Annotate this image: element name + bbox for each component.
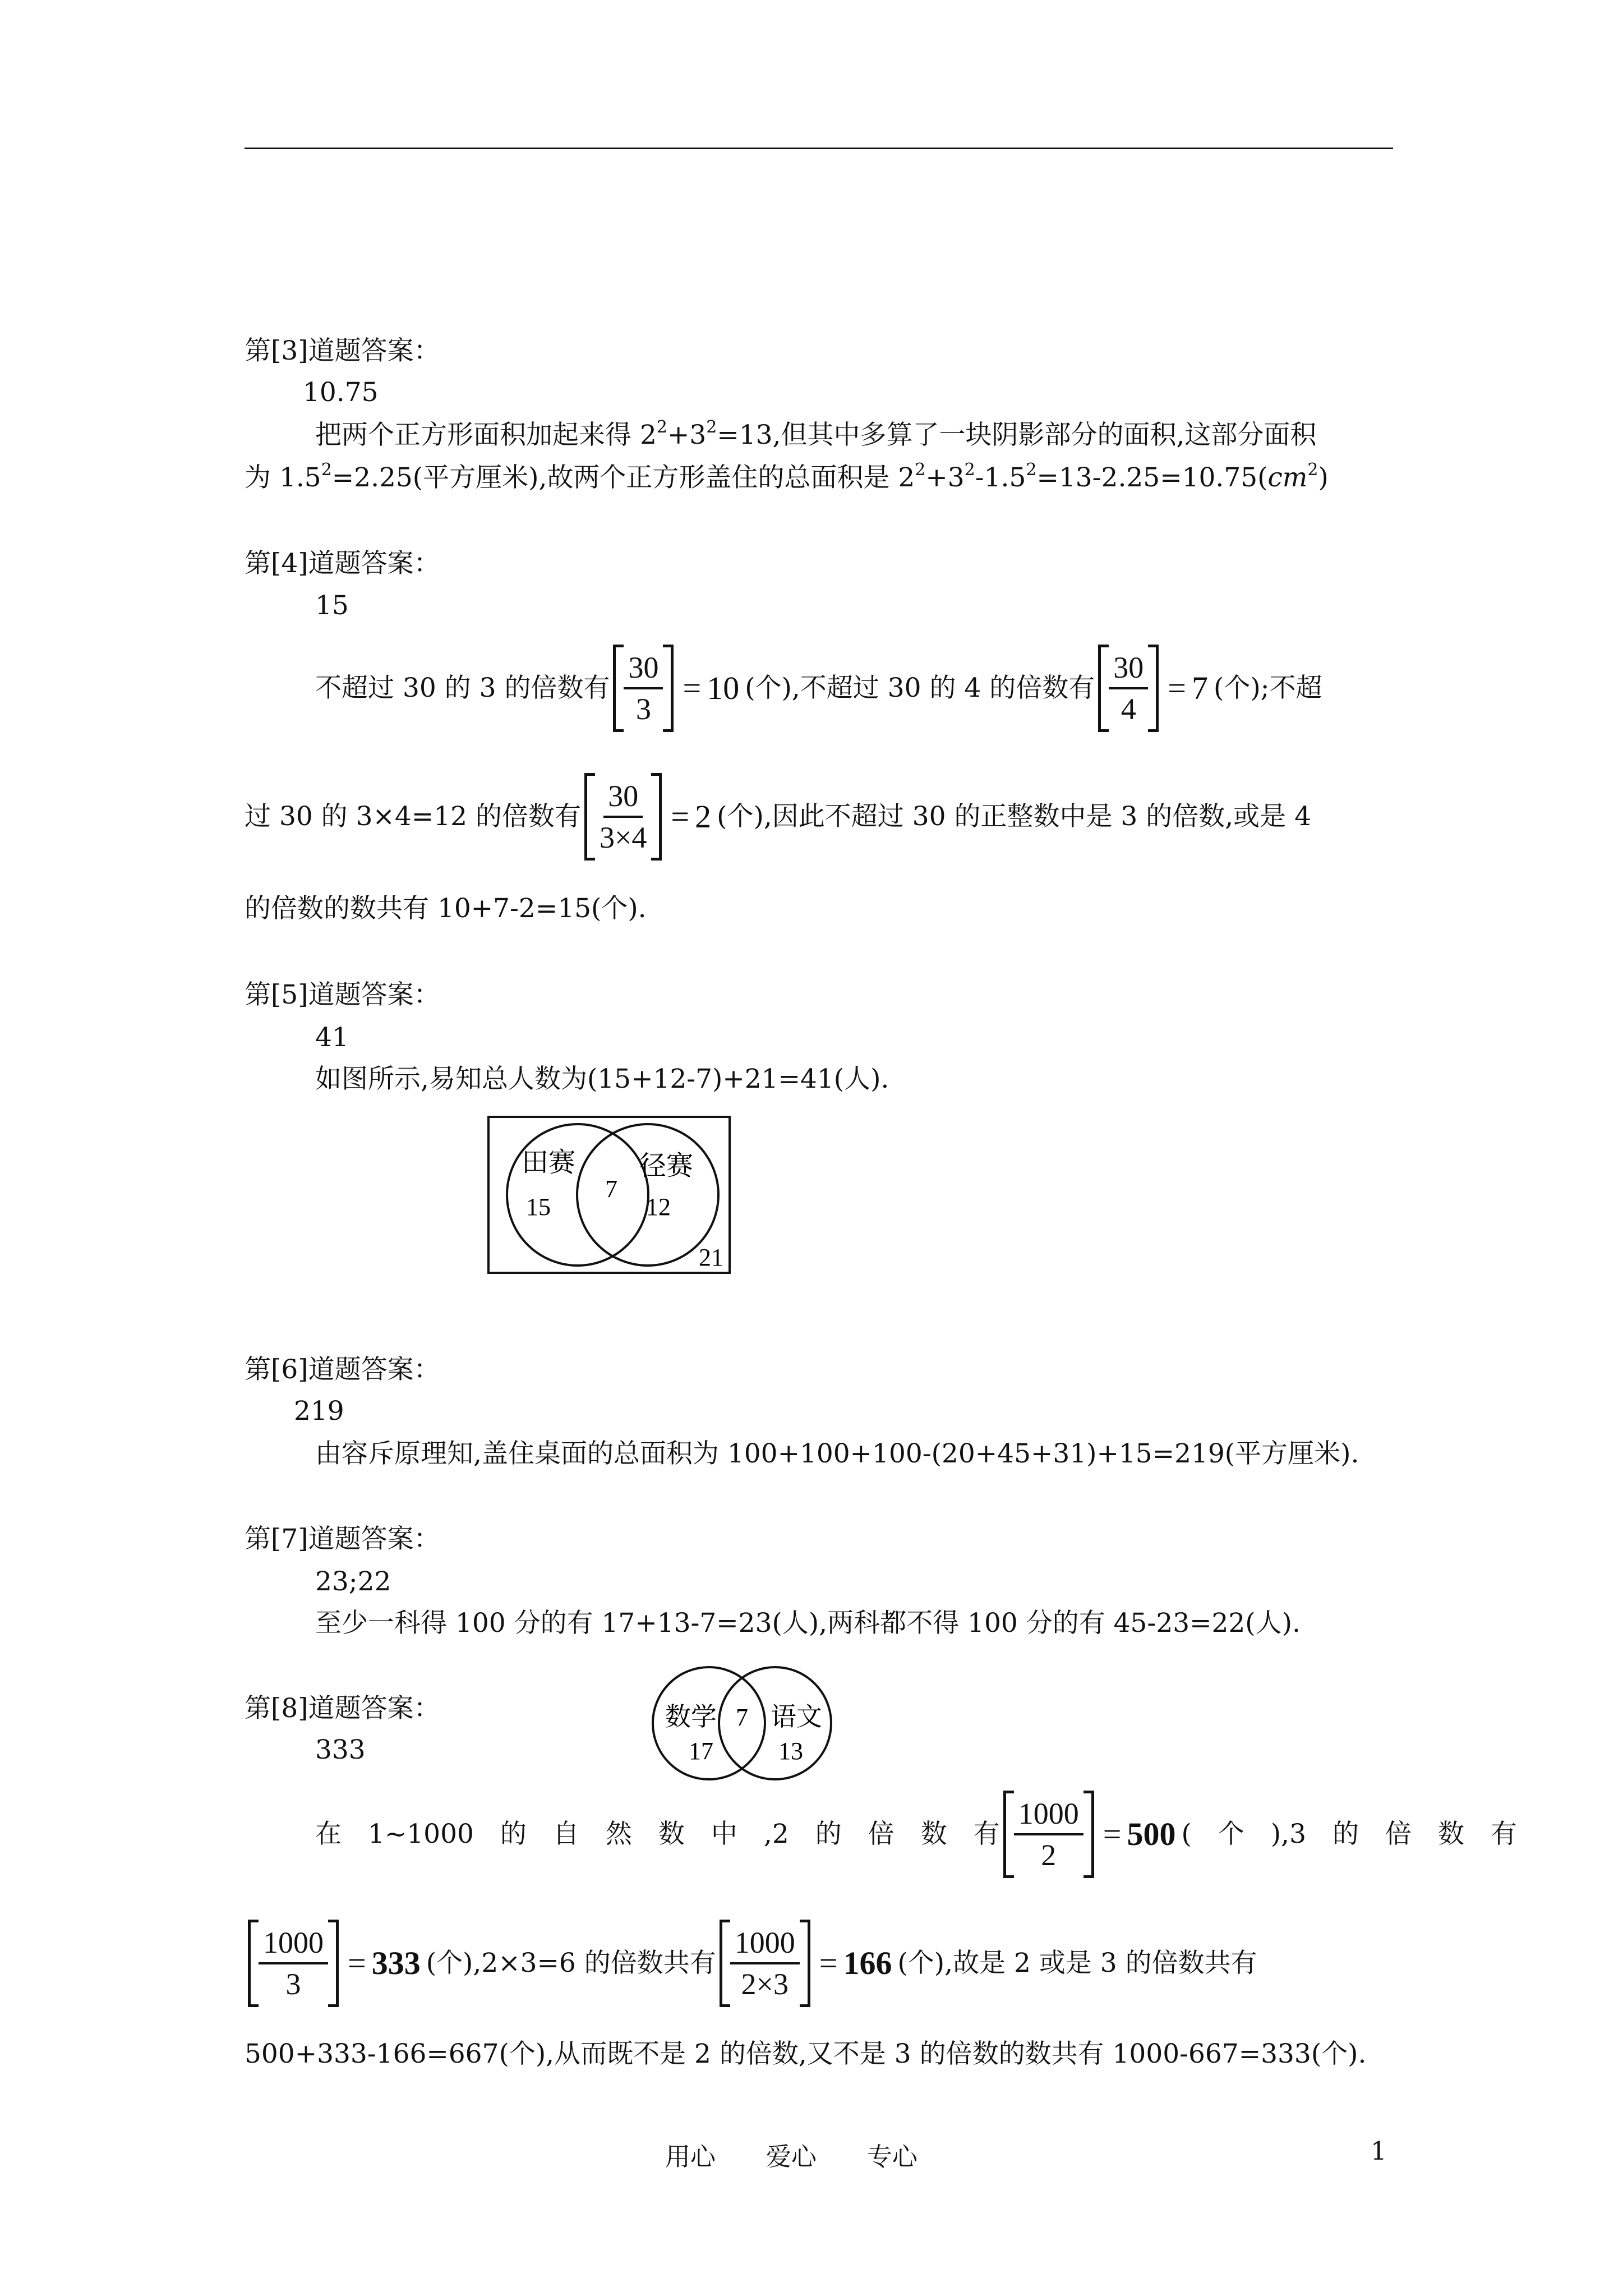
venn-left-label: 数学 bbox=[665, 1701, 717, 1732]
q4-line3: 的倍数的数共有 10+7-2=15(个). bbox=[245, 893, 647, 924]
floor-bracket: $\frac{30}{3\times 4}$ bbox=[584, 773, 662, 861]
q8-answer: 333 bbox=[315, 1734, 366, 1765]
q4-heading: 第[4]道题答案： bbox=[245, 548, 440, 579]
q6-heading: 第[6]道题答案： bbox=[245, 1354, 440, 1385]
venn-left-label: 田赛 bbox=[521, 1147, 576, 1178]
floor-bracket: $\frac{1000}{3}$ bbox=[248, 1920, 339, 2007]
venn-right-label: 径赛 bbox=[639, 1150, 694, 1181]
q8-heading: 第[8]道题答案： bbox=[245, 1693, 440, 1724]
q8-line2: $\frac{1000}{3}$ = 333 (个),2×3=6 的倍数共有 $\frac{1000}{2\times 3}$ = 166 (个),故是 2 或是 3 的倍数共有 bbox=[245, 1913, 1257, 2014]
footer-motto: 用心 爱心 专心 bbox=[665, 2142, 918, 2171]
q8-line3: 500+333-166=667(个),从而既不是 2 的倍数,又不是 3 的倍数的数共有 1000-667=333(个). bbox=[245, 2039, 1367, 2069]
q3-line1: 把两个正方形面积加起来得 $2^2+3^2=13$,但其中多算了一块阴影部分的面积,这部分面积 bbox=[315, 417, 1317, 450]
q3-answer: 10.75 bbox=[303, 377, 379, 408]
venn-diagram-athletics bbox=[487, 1115, 731, 1274]
q7-text: 至少一科得 100 分的有 17+13-7=23(人),两科都不得 100 分的有 45-23=22(人). bbox=[315, 1608, 1301, 1639]
venn-outside-value: 21 bbox=[699, 1244, 723, 1271]
venn-diagram-subjects bbox=[639, 1663, 845, 1784]
floor-bracket: $\frac{1000}{2}$ bbox=[1003, 1791, 1094, 1878]
q7-heading: 第[7]道题答案： bbox=[245, 1524, 440, 1554]
venn-right-label: 语文 bbox=[771, 1701, 822, 1732]
q4-line1: 不超过 30 的 3 的倍数有 $\frac{30}{3}$ = 10 (个),不超过 30 的 4 的倍数有 $\frac{30}{4}$ = 7 (个);不超 bbox=[315, 638, 1322, 739]
q5-answer: 41 bbox=[315, 1022, 349, 1053]
q8-line1: 在 1~1000 的 自 然 数 中 ,2 的 倍 数 有 $\frac{1000}{2}$ = 500 ( 个 ),3 的 倍 数 有 bbox=[315, 1784, 1392, 1885]
q4-answer: 15 bbox=[315, 590, 349, 621]
q4-line2: 过 30 的 3×4=12 的倍数有 $\frac{30}{3\times 4}$ = 2 (个),因此不超过 30 的正整数中是 3 的倍数,或是 4 bbox=[245, 766, 1311, 867]
page-number: 1 bbox=[1371, 2136, 1387, 2166]
floor-bracket: $\frac{30}{4}$ bbox=[1098, 645, 1159, 732]
q6-text: 由容斥原理知,盖住桌面的总面积为 100+100+100-(20+45+31)+15=219(平方厘米). bbox=[315, 1438, 1359, 1469]
q5-heading: 第[5]道题答案： bbox=[245, 979, 440, 1010]
venn-left-value: 15 bbox=[526, 1193, 551, 1221]
floor-bracket: $\frac{30}{3}$ bbox=[613, 645, 674, 732]
q7-answer: 23;22 bbox=[315, 1566, 391, 1597]
q3-heading: 第[3]道题答案： bbox=[245, 335, 440, 366]
venn-right-value: 12 bbox=[646, 1193, 671, 1221]
venn-left-value: 17 bbox=[689, 1737, 713, 1765]
venn-overlap-value: 7 bbox=[736, 1704, 748, 1731]
q3-line2: 为 $1.5^2=2.25$(平方厘米),故两个正方形盖住的总面积是 $2^2+3^2-1.5^2=13-2.25=10.75(cm^2)$ bbox=[245, 460, 1329, 493]
floor-bracket: $\frac{1000}{2\times 3}$ bbox=[720, 1920, 810, 2007]
q5-text: 如图所示,易知总人数为(15+12-7)+21=41(人). bbox=[315, 1064, 889, 1094]
venn-overlap-value: 7 bbox=[605, 1175, 617, 1203]
venn-right-value: 13 bbox=[778, 1737, 803, 1765]
header-rule bbox=[245, 148, 1393, 149]
q6-answer: 219 bbox=[294, 1396, 344, 1427]
